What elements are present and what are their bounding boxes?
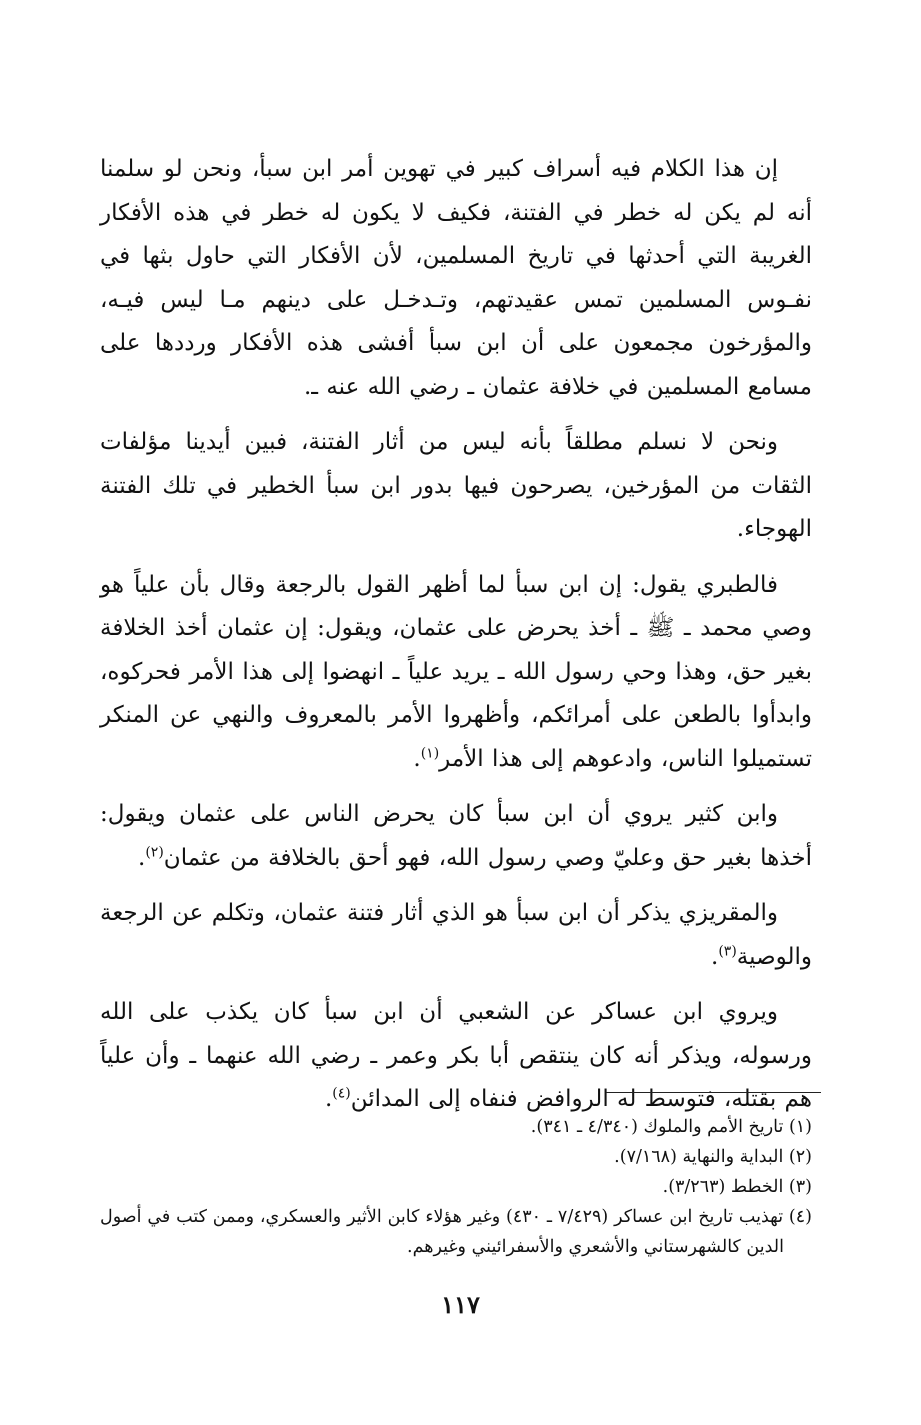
footnote-3: (٣) الخطط (٣/٢٦٣). — [662, 1177, 812, 1197]
main-text — [100, 148, 812, 1134]
footnotes — [100, 1112, 812, 1262]
paragraph-4 — [100, 793, 812, 880]
paragraph-3-text: فالطبري يقول: إن ابن سبأ لما أظهر القول بالرجعة وقال بأن علياً هو وصي محمد ـ ﷺ ـ أخذ يحرض على عثمان، ويقول: إن عثمان أخذ الخلافة بغير حق، وهذا وحي رسول الله ـ يريد علياً ـ انهضوا إلى هذا الأمر فحركوه، وابدأوا بالطعن على أمرائكم، وأظهروا الأمر بالمعروف والنهي عن المنكر تستميلوا الناس، وادعوهم إلى هذا الأمر — [100, 571, 812, 772]
paragraph-3-end: . — [413, 745, 421, 772]
paragraph-4-text: وابن كثير يروي أن ابن سبأ كان يحرض الناس على عثمان ويقول: أخذها بغير حق وعليّ وصي رسول الله، فهو أحق بالخلافة من عثمان — [100, 801, 812, 871]
footnote-2: (٢) البداية والنهاية (٧/١٦٨). — [614, 1147, 812, 1167]
footnote-divider — [606, 1092, 821, 1093]
footnote-1: (١) تاريخ الأمم والملوك (٤/٣٤٠ ـ ٣٤١). — [530, 1117, 812, 1137]
footnote-4: (٤) تهذيب تاريخ ابن عساكر (٧/٤٢٩ ـ ٤٣٠) وغير هؤلاء كابن الأثير والعسكري، وممن كتب في أصول الدين كالشهرستاني والأشعري والأسفرائيني وغيرهم. — [100, 1207, 812, 1257]
footnote-ref-4: (٤) — [332, 1085, 351, 1102]
paragraph-5-end: . — [711, 943, 719, 970]
paragraph-2 — [100, 421, 812, 552]
paragraph-5-text: والمقريزي يذكر أن ابن سبأ هو الذي أثار فتنة عثمان، وتكلم عن الرجعة والوصية — [100, 900, 812, 970]
paragraph-4-end: . — [138, 844, 146, 871]
footnote-ref-3: (٣) — [718, 942, 737, 959]
paragraph-6-end: . — [324, 1086, 333, 1112]
paragraph-6 — [100, 991, 812, 1122]
page-number: ١١٧ — [441, 1290, 480, 1319]
paragraph-1-text: إن هذا الكلام فيه أسراف كبير في تهوين أمر ابن سبأ، ونحن لو سلمنا أنه لم يكن له خطر في الفتنة، فكيف لا يكون له خطر في هذه الأفكار الغريبة التي أحدثها في تاريخ المسلمين، لأن الأفكار التي حاول بثها في نفـوس المسلمين تمس عقيدتهم، وتـدخـل على دينهم مـا ليس فيـه، والمؤرخون مجمعون على أن ابن سبأ أفشى هذه الأفكار ورددها على مسامع المسلمين في خلافة عثمان ـ رضي الله عنه ـ. — [100, 156, 812, 400]
footnote-ref-2: (٢) — [145, 843, 164, 860]
paragraph-3 — [100, 564, 812, 782]
paragraph-5 — [100, 892, 812, 979]
paragraph-6-text: ويروي ابن عساكر عن الشعبي أن ابن سبأ كان يكذب على الله ورسوله، ويذكر أنه كان ينتقص أبا بكر وعمر ـ رضي الله عنهما ـ وأن علياً هم بقتله، فتوسط له الروافض فنفاه إلى المدائن — [100, 999, 812, 1112]
paragraph-2-text: ونحن لا نسلم مطلقاً بأنه ليس من أثار الفتنة، فبين أيدينا مؤلفات الثقات من المؤرخين، يصرحون فيها بدور ابن سبأ الخطير في تلك الفتنة الهوجاء. — [100, 429, 812, 542]
footnote-ref-1: (١) — [420, 744, 440, 761]
paragraph-1 — [100, 148, 812, 409]
